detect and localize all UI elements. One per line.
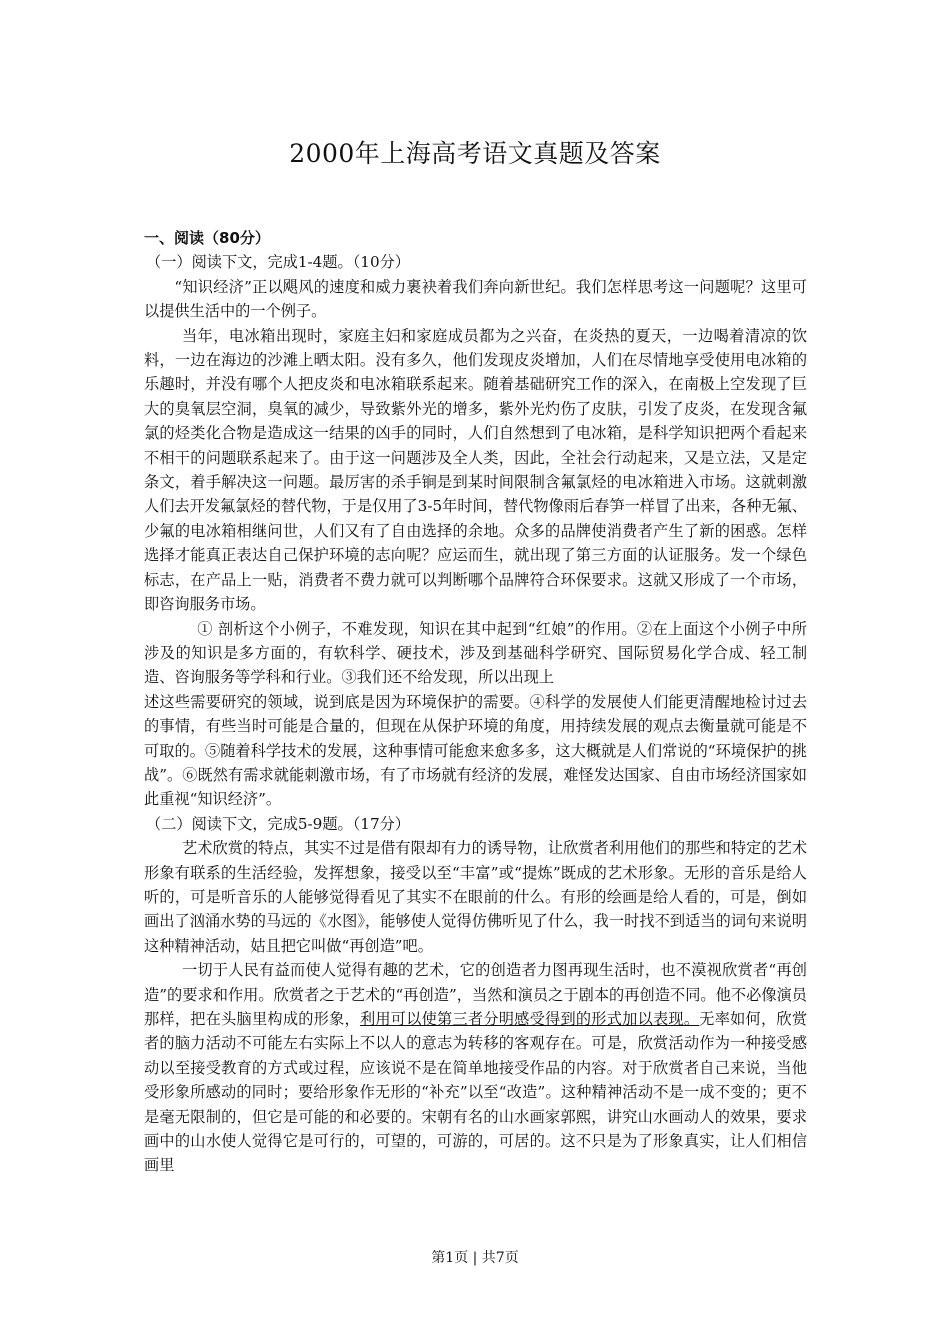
- paragraph-2: 当年，电冰箱出现时，家庭主妇和家庭成员都为之兴奋，在炎热的夏天，一边喝着清凉的饮料，一边在海边的沙滩上晒太阳。没有多久，他们发现皮炎增加，人们在尽情地享受使用电冰箱的乐趣时，并没有哪个人把皮炎和电冰箱联系起来。随着基础研究工作的深入，在南极上空发现了巨大的臭氧层空洞，臭氧的减少，导致紫外光的增多，紫外光灼伤了皮肤，引发了皮炎，在发现含氟氯的烃类化合物是造成这一结果的凶手的同时，人们自然想到了电冰箱，是科学知识把两个看起来不相干的问题联系起来了。由于这一问题涉及全人类，因此，全社会行动起来，又是立法，又是定条文，着手解决这一问题。最厉害的杀手锏是到某时间限制含氟氯烃的电冰箱进入市场。这就刺激人们去开发氟氯烃的替代物，于是仅用了3-5年时间，替代物像雨后春笋一样冒了出来，各种无氟、少氟的电冰箱相继问世，人们又有了自由选择的余地。众多的品牌使消费者产生了新的困惑。怎样选择才能真正表达自己保护环境的志向呢？应运而生，就出现了第三方面的认证服务。发一个绿色标志，在产品上一贴，消费者不费力就可以判断哪个品牌符合环保要求。这就又形成了一个市场，即咨询服务市场。: [144, 326, 807, 614]
- page-footer: 第1页 | 共7页: [431, 1250, 519, 1266]
- paragraph-1: “知识经济”正以飓风的速度和威力裹袂着我们奔向新世纪。我们怎样思考这一问题呢？这里可以提供生活中的一个例子。: [144, 277, 807, 321]
- part-heading-1: （一）阅读下文，完成1-4题。（10分）: [146, 253, 410, 272]
- paragraph-5-text-a: 一切于人民有益而使人觉得有趣的艺术，它的创造者力图再现生活时，也不漠视欣赏者“再创造”的要求和作用。欣赏者之于艺术的“再创造”，当然和演员之于剧本的再创造不同。他不必像演员那样，把在头脑里构成的形象，: [144, 961, 807, 1028]
- paragraph-4: 艺术欣赏的特点，其实不过是借有限却有力的诱导物，让欣赏者利用他们的那些和特定的艺术形象有联系的生活经验，发挥想象，接受以至“丰富”或“提炼”既成的艺术形象。无形的音乐是给人听的，可是听音乐的人能够觉得看见了其实不在眼前的什么。有形的绘画是给人看的，可是，倒如画出了汹涌水势的马远的《水图》，能够使人觉得仿佛听见了什么，我一时找不到适当的词句来说明这种精神活动，姑且把它叫做“再创造”吧。: [144, 839, 807, 955]
- paragraph-3a: ① 剖析这个小例子，不难发现，知识在其中起到“红娘”的作用。②在上面这个小例子中所涉及的知识是多方面的，有软科学、硬技术，涉及到基础科学研究、国际贸易化学合成、轻工制造、咨询服务等学科和行业。③我们还不给发现，所以出现上: [144, 619, 807, 687]
- part-heading-2: （二）阅读下文，完成5-9题。（17分）: [146, 814, 410, 833]
- paragraph-5: [144, 958, 807, 1178]
- document-body: [144, 226, 807, 1178]
- paragraph-3b: 述这些需要研究的领域，说到底是因为环境保护的需要。④科学的发展使人们能更清醒地检讨过去的事情，有些当时可能是合量的，但现在从保护环境的角度，用持续发展的观点去衡量就可能是不可取的。⑤随着科学技术的发展，这种事情可能愈来愈多多，这大概就是人们常说的“环境保护的挑战”。⑥既然有需求就能刺激市场，有了市场就有经济的发展，难怪发达国家、自由市场经济国家如此重视“知识经济”。: [144, 692, 807, 809]
- paragraph-5-text-b: 无率如何，欣赏者的脑力活动不可能左右实际上不以人的意志为转移的客观存在。可是，欣赏活动作为一种接受感动以至接受教育的方式或过程，应该说不是在简单地接受作品的内容。对于欣赏者自己来说，当他受形象所感动的同时；要给形象作无形的“补充”以至“改造”。这种精神活动不是一成不变的；更不是毫无限制的，但它是可能的和必要的。宋朝有名的山水画家郭熙，讲究山水画动人的效果，要求画中的山水使人觉得它是可行的，可望的，可游的，可居的。这不只是为了形象真实，让人们相信画里: [144, 1010, 808, 1175]
- underlined-sentence: 利用可以使第三者分明感受得到的形式加以表现。: [359, 1010, 700, 1028]
- section-heading: 一、阅读（80分）: [144, 229, 270, 247]
- page-title: 2000年上海高考语文真题及答案: [289, 139, 661, 168]
